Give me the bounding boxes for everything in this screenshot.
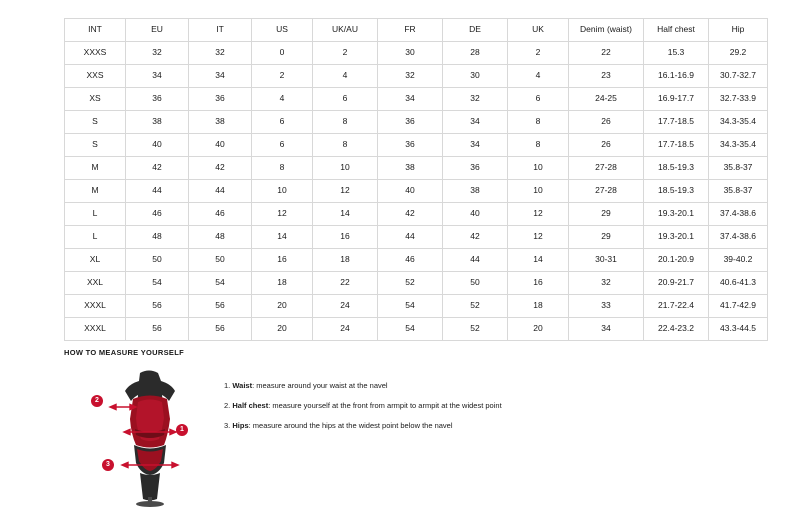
column-header-half-chest: Half chest bbox=[644, 19, 709, 42]
cell-it: 34 bbox=[189, 65, 252, 88]
cell-us: 2 bbox=[252, 65, 313, 88]
cell-int: XXXS bbox=[65, 42, 126, 65]
cell-us: 14 bbox=[252, 226, 313, 249]
measure-instructions-list bbox=[224, 367, 502, 441]
cell-de: 52 bbox=[443, 295, 508, 318]
cell-uk-au: 24 bbox=[313, 295, 378, 318]
cell-fr: 30 bbox=[378, 42, 443, 65]
cell-uk: 6 bbox=[508, 88, 569, 111]
cell-half-chest: 20.9-21.7 bbox=[644, 272, 709, 295]
cell-it: 56 bbox=[189, 318, 252, 341]
cell-fr: 34 bbox=[378, 88, 443, 111]
cell-us: 6 bbox=[252, 111, 313, 134]
cell-eu: 56 bbox=[126, 318, 189, 341]
cell-fr: 40 bbox=[378, 180, 443, 203]
cell-us: 4 bbox=[252, 88, 313, 111]
cell-uk: 8 bbox=[508, 134, 569, 157]
cell-fr: 44 bbox=[378, 226, 443, 249]
cell-fr: 46 bbox=[378, 249, 443, 272]
cell-de: 36 bbox=[443, 157, 508, 180]
instruction-text: : measure around your waist at the navel bbox=[252, 381, 388, 390]
cell-us: 0 bbox=[252, 42, 313, 65]
cell-it: 56 bbox=[189, 295, 252, 318]
cell-hip: 37.4-38.6 bbox=[709, 203, 768, 226]
cell-half-chest: 16.1-16.9 bbox=[644, 65, 709, 88]
column-header-uk: UK bbox=[508, 19, 569, 42]
cell-eu: 32 bbox=[126, 42, 189, 65]
cell-us: 20 bbox=[252, 318, 313, 341]
cell-de: 34 bbox=[443, 111, 508, 134]
cell-us: 12 bbox=[252, 203, 313, 226]
cell-denim-waist: 23 bbox=[569, 65, 644, 88]
size-conversion-table bbox=[64, 18, 768, 341]
cell-int: XS bbox=[65, 88, 126, 111]
cell-int: XL bbox=[65, 249, 126, 272]
cell-uk-au: 18 bbox=[313, 249, 378, 272]
cell-uk-au: 10 bbox=[313, 157, 378, 180]
cell-uk-au: 12 bbox=[313, 180, 378, 203]
cell-half-chest: 18.5-19.3 bbox=[644, 180, 709, 203]
cell-half-chest: 21.7-22.4 bbox=[644, 295, 709, 318]
instruction-number: 1. bbox=[224, 381, 231, 390]
cell-denim-waist: 29 bbox=[569, 226, 644, 249]
cell-fr: 32 bbox=[378, 65, 443, 88]
cell-uk: 12 bbox=[508, 203, 569, 226]
cell-int: S bbox=[65, 111, 126, 134]
marker-1-waist: 1 bbox=[176, 424, 188, 436]
instruction-number: 2. bbox=[224, 401, 231, 410]
mannequin-figure-icon bbox=[90, 367, 210, 507]
cell-uk: 10 bbox=[508, 157, 569, 180]
cell-half-chest: 22.4-23.2 bbox=[644, 318, 709, 341]
cell-denim-waist: 33 bbox=[569, 295, 644, 318]
cell-uk-au: 24 bbox=[313, 318, 378, 341]
column-header-hip: Hip bbox=[709, 19, 768, 42]
cell-half-chest: 19.3-20.1 bbox=[644, 203, 709, 226]
cell-eu: 56 bbox=[126, 295, 189, 318]
cell-fr: 36 bbox=[378, 134, 443, 157]
table-row bbox=[65, 226, 768, 249]
cell-half-chest: 17.7-18.5 bbox=[644, 134, 709, 157]
cell-it: 46 bbox=[189, 203, 252, 226]
how-to-measure-body bbox=[64, 367, 764, 507]
table-row bbox=[65, 318, 768, 341]
cell-eu: 40 bbox=[126, 134, 189, 157]
table-header-row bbox=[65, 19, 768, 42]
table-row bbox=[65, 134, 768, 157]
cell-half-chest: 17.7-18.5 bbox=[644, 111, 709, 134]
table-row bbox=[65, 203, 768, 226]
cell-denim-waist: 29 bbox=[569, 203, 644, 226]
cell-it: 38 bbox=[189, 111, 252, 134]
cell-hip: 34.3-35.4 bbox=[709, 111, 768, 134]
cell-uk: 8 bbox=[508, 111, 569, 134]
cell-us: 16 bbox=[252, 249, 313, 272]
cell-int: M bbox=[65, 157, 126, 180]
cell-uk: 20 bbox=[508, 318, 569, 341]
cell-denim-waist: 27-28 bbox=[569, 157, 644, 180]
cell-de: 52 bbox=[443, 318, 508, 341]
cell-de: 32 bbox=[443, 88, 508, 111]
cell-us: 8 bbox=[252, 157, 313, 180]
cell-int: XXXL bbox=[65, 295, 126, 318]
cell-denim-waist: 26 bbox=[569, 134, 644, 157]
cell-de: 42 bbox=[443, 226, 508, 249]
cell-uk-au: 8 bbox=[313, 134, 378, 157]
cell-hip: 30.7-32.7 bbox=[709, 65, 768, 88]
cell-hip: 35.8-37 bbox=[709, 180, 768, 203]
table-row bbox=[65, 42, 768, 65]
instruction-term: Waist bbox=[232, 381, 253, 390]
cell-eu: 48 bbox=[126, 226, 189, 249]
table-row bbox=[65, 157, 768, 180]
cell-fr: 42 bbox=[378, 203, 443, 226]
cell-uk: 16 bbox=[508, 272, 569, 295]
table-body bbox=[65, 42, 768, 341]
cell-half-chest: 19.3-20.1 bbox=[644, 226, 709, 249]
cell-eu: 42 bbox=[126, 157, 189, 180]
cell-int: L bbox=[65, 203, 126, 226]
cell-uk-au: 6 bbox=[313, 88, 378, 111]
cell-fr: 52 bbox=[378, 272, 443, 295]
instruction-text: : measure yourself at the front from armpit to armpit at the widest point bbox=[268, 401, 502, 410]
cell-half-chest: 20.1-20.9 bbox=[644, 249, 709, 272]
size-table-container bbox=[64, 18, 756, 341]
cell-hip: 32.7-33.9 bbox=[709, 88, 768, 111]
cell-it: 40 bbox=[189, 134, 252, 157]
cell-hip: 43.3-44.5 bbox=[709, 318, 768, 341]
cell-de: 30 bbox=[443, 65, 508, 88]
cell-it: 50 bbox=[189, 249, 252, 272]
cell-eu: 50 bbox=[126, 249, 189, 272]
cell-hip: 39-40.2 bbox=[709, 249, 768, 272]
instruction-term: Hips bbox=[232, 421, 249, 430]
cell-denim-waist: 32 bbox=[569, 272, 644, 295]
table-row bbox=[65, 180, 768, 203]
cell-us: 6 bbox=[252, 134, 313, 157]
how-to-measure-title: HOW TO MEASURE YOURSELF bbox=[64, 348, 184, 357]
cell-uk: 4 bbox=[508, 65, 569, 88]
cell-uk-au: 4 bbox=[313, 65, 378, 88]
cell-hip: 35.8-37 bbox=[709, 157, 768, 180]
cell-fr: 54 bbox=[378, 318, 443, 341]
instruction-number: 3. bbox=[224, 421, 231, 430]
cell-eu: 36 bbox=[126, 88, 189, 111]
cell-hip: 34.3-35.4 bbox=[709, 134, 768, 157]
cell-de: 38 bbox=[443, 180, 508, 203]
cell-hip: 40.6-41.3 bbox=[709, 272, 768, 295]
table-header bbox=[65, 19, 768, 42]
cell-denim-waist: 30-31 bbox=[569, 249, 644, 272]
cell-uk-au: 14 bbox=[313, 203, 378, 226]
cell-half-chest: 18.5-19.3 bbox=[644, 157, 709, 180]
instruction-text: : measure around the hips at the widest point below the navel bbox=[248, 421, 453, 430]
cell-denim-waist: 24-25 bbox=[569, 88, 644, 111]
cell-de: 28 bbox=[443, 42, 508, 65]
cell-hip: 29.2 bbox=[709, 42, 768, 65]
table-row bbox=[65, 88, 768, 111]
cell-it: 54 bbox=[189, 272, 252, 295]
mannequin-illustration bbox=[90, 367, 210, 507]
cell-int: M bbox=[65, 180, 126, 203]
cell-de: 34 bbox=[443, 134, 508, 157]
cell-int: L bbox=[65, 226, 126, 249]
cell-denim-waist: 22 bbox=[569, 42, 644, 65]
column-header-int: INT bbox=[65, 19, 126, 42]
cell-it: 44 bbox=[189, 180, 252, 203]
marker-3-hips: 3 bbox=[102, 459, 114, 471]
cell-uk: 14 bbox=[508, 249, 569, 272]
cell-uk-au: 8 bbox=[313, 111, 378, 134]
table-row bbox=[65, 272, 768, 295]
cell-us: 10 bbox=[252, 180, 313, 203]
cell-int: XXL bbox=[65, 272, 126, 295]
cell-uk-au: 22 bbox=[313, 272, 378, 295]
cell-int: S bbox=[65, 134, 126, 157]
cell-eu: 38 bbox=[126, 111, 189, 134]
column-header-fr: FR bbox=[378, 19, 443, 42]
marker-2-half-chest: 2 bbox=[91, 395, 103, 407]
measure-instruction-hips bbox=[224, 421, 502, 430]
table-row bbox=[65, 65, 768, 88]
cell-it: 42 bbox=[189, 157, 252, 180]
column-header-uk-au: UK/AU bbox=[313, 19, 378, 42]
cell-eu: 54 bbox=[126, 272, 189, 295]
how-to-measure-section bbox=[64, 348, 764, 507]
cell-half-chest: 15.3 bbox=[644, 42, 709, 65]
measure-instruction-half-chest bbox=[224, 401, 502, 410]
cell-fr: 38 bbox=[378, 157, 443, 180]
column-header-de: DE bbox=[443, 19, 508, 42]
cell-eu: 34 bbox=[126, 65, 189, 88]
cell-uk: 12 bbox=[508, 226, 569, 249]
cell-denim-waist: 27-28 bbox=[569, 180, 644, 203]
column-header-us: US bbox=[252, 19, 313, 42]
cell-eu: 44 bbox=[126, 180, 189, 203]
cell-it: 32 bbox=[189, 42, 252, 65]
column-header-it: IT bbox=[189, 19, 252, 42]
cell-denim-waist: 26 bbox=[569, 111, 644, 134]
cell-uk: 10 bbox=[508, 180, 569, 203]
cell-int: XXS bbox=[65, 65, 126, 88]
cell-it: 48 bbox=[189, 226, 252, 249]
cell-eu: 46 bbox=[126, 203, 189, 226]
column-header-denim-waist: Denim (waist) bbox=[569, 19, 644, 42]
table-row bbox=[65, 111, 768, 134]
cell-hip: 41.7-42.9 bbox=[709, 295, 768, 318]
cell-int: XXXL bbox=[65, 318, 126, 341]
cell-us: 20 bbox=[252, 295, 313, 318]
cell-fr: 54 bbox=[378, 295, 443, 318]
instruction-term: Half chest bbox=[232, 401, 269, 410]
cell-it: 36 bbox=[189, 88, 252, 111]
cell-us: 18 bbox=[252, 272, 313, 295]
cell-de: 50 bbox=[443, 272, 508, 295]
cell-uk: 2 bbox=[508, 42, 569, 65]
table-row bbox=[65, 295, 768, 318]
cell-uk-au: 16 bbox=[313, 226, 378, 249]
cell-de: 44 bbox=[443, 249, 508, 272]
cell-hip: 37.4-38.6 bbox=[709, 226, 768, 249]
cell-denim-waist: 34 bbox=[569, 318, 644, 341]
cell-fr: 36 bbox=[378, 111, 443, 134]
cell-half-chest: 16.9-17.7 bbox=[644, 88, 709, 111]
cell-uk-au: 2 bbox=[313, 42, 378, 65]
table-row bbox=[65, 249, 768, 272]
cell-de: 40 bbox=[443, 203, 508, 226]
column-header-eu: EU bbox=[126, 19, 189, 42]
cell-uk: 18 bbox=[508, 295, 569, 318]
measure-instruction-waist bbox=[224, 381, 502, 390]
